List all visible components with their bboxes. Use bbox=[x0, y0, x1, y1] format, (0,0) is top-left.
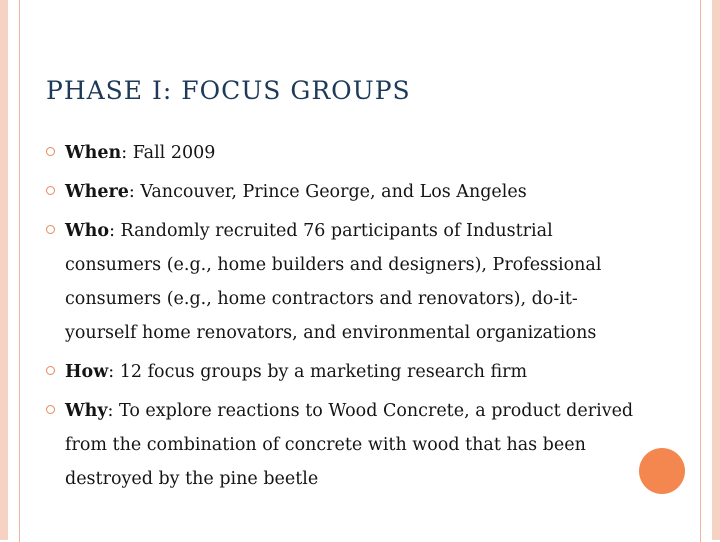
bullet-term: Why bbox=[65, 401, 108, 421]
bullet-when bbox=[46, 136, 646, 170]
bullet-list bbox=[46, 136, 646, 501]
bullet-term: How bbox=[65, 362, 109, 382]
bullet-text: : Fall 2009 bbox=[121, 143, 216, 163]
bullet-how bbox=[46, 355, 646, 389]
bullet-circle-icon bbox=[46, 147, 55, 156]
bullet-term: Where bbox=[65, 182, 129, 202]
decorative-circle-icon bbox=[639, 448, 685, 494]
bullet-text: : Randomly recruited 76 participants of Industrial consumers (e.g., home builders and designers), Professional consumers (e.g., home contractors and renovators), do-it-yourself home renovators, and environmental organizations bbox=[65, 221, 602, 343]
bullet-circle-icon bbox=[46, 186, 55, 195]
bullet-where bbox=[46, 175, 646, 209]
bullet-term: Who bbox=[65, 221, 110, 241]
bullet-text: : 12 focus groups by a marketing research firm bbox=[108, 362, 528, 382]
bullet-why bbox=[46, 394, 646, 496]
bullet-circle-icon bbox=[46, 366, 55, 375]
bullet-who bbox=[46, 214, 646, 350]
bullet-text: : To explore reactions to Wood Concrete, a product derived from the combination of concrete with wood that has been destroyed by the pine beetle bbox=[65, 401, 634, 489]
slide-title: PHASE I: FOCUS GROUPS bbox=[46, 76, 411, 105]
bullet-circle-icon bbox=[46, 405, 55, 414]
bullet-term: When bbox=[65, 143, 122, 163]
bullet-circle-icon bbox=[46, 225, 55, 234]
bullet-text: : Vancouver, Prince George, and Los Angeles bbox=[128, 182, 527, 202]
